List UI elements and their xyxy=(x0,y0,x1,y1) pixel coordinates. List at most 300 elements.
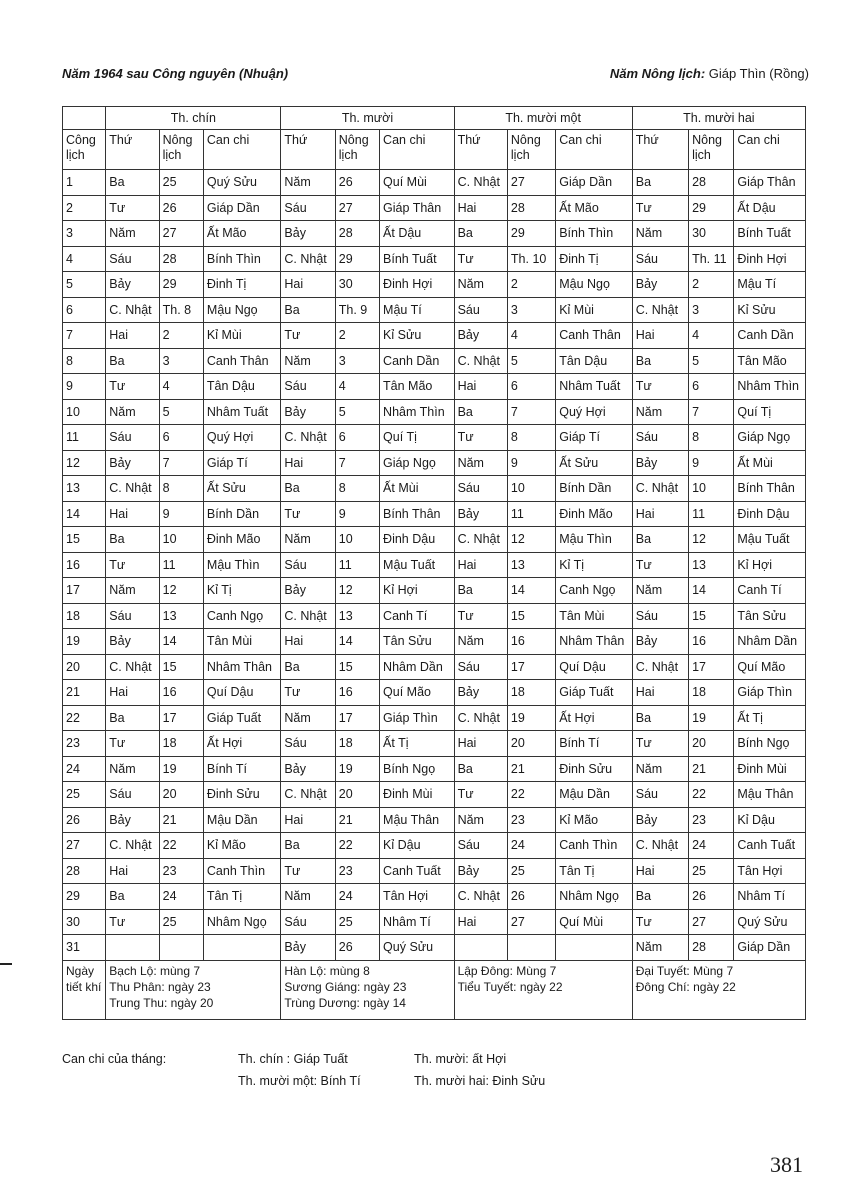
weekday-cell: Ba xyxy=(106,348,159,374)
can-chi-cell: Đinh Tị xyxy=(556,246,633,272)
lunar-day-cell: 28 xyxy=(689,935,734,961)
solar-term: Tiểu Tuyết: ngày 22 xyxy=(457,979,563,994)
gregorian-day-cell: 6 xyxy=(63,297,106,323)
month-header-row xyxy=(63,107,806,130)
weekday-cell: Ba xyxy=(454,221,507,247)
gregorian-day-cell: 13 xyxy=(63,476,106,502)
can-chi-cell: Mậu Tuất xyxy=(734,527,806,553)
can-chi-cell: Đinh Dậu xyxy=(380,527,455,553)
weekday-cell: C. Nhật xyxy=(281,782,335,808)
weekday-cell: Năm xyxy=(106,578,159,604)
can-chi-cell: Đinh Mùi xyxy=(380,782,455,808)
lunar-day-cell: 27 xyxy=(507,909,555,935)
can-chi-cell: Bính Ngọ xyxy=(734,731,806,757)
lunar-day-cell: 17 xyxy=(689,654,734,680)
weekday-cell: Ba xyxy=(454,756,507,782)
lunar-day-cell: 8 xyxy=(335,476,379,502)
lunar-day-cell xyxy=(159,935,203,961)
weekday-cell xyxy=(454,935,507,961)
lunar-day-cell: 23 xyxy=(335,858,379,884)
calendar-row xyxy=(63,272,806,298)
can-chi-cell: Tân Sửu xyxy=(734,603,806,629)
can-chi-cell: Kỉ Dậu xyxy=(734,807,806,833)
weekday-cell: C. Nhật xyxy=(106,476,159,502)
lunar-day-cell: 27 xyxy=(689,909,734,935)
cong-lich-header: Công lịch xyxy=(63,130,106,170)
can-chi-cell: Kỉ Tị xyxy=(556,552,633,578)
weekday-cell: Hai xyxy=(454,552,507,578)
weekday-cell: Năm xyxy=(106,221,159,247)
can-chi-cell: Kỉ Hợi xyxy=(380,578,455,604)
lunar-day-cell: 25 xyxy=(335,909,379,935)
can-chi-cell: Quý Sửu xyxy=(734,909,806,935)
can-chi-cell: Mậu Ngọ xyxy=(203,297,281,323)
can-chi-cell: Tân Mùi xyxy=(556,603,633,629)
lunar-day-cell: 19 xyxy=(689,705,734,731)
lunar-day-cell: 27 xyxy=(159,221,203,247)
lunar-day-cell: 10 xyxy=(507,476,555,502)
gregorian-day-cell: 14 xyxy=(63,501,106,527)
can-chi-cell: Quí Mão xyxy=(734,654,806,680)
gregorian-year-heading: Năm 1964 sau Công nguyên (Nhuận) xyxy=(62,66,289,81)
can-chi-cell: Ất Mão xyxy=(203,221,281,247)
lunar-day-cell: 11 xyxy=(689,501,734,527)
gregorian-day-cell: 23 xyxy=(63,731,106,757)
can-chi-cell: Nhâm Tuất xyxy=(556,374,633,400)
can-chi-cell: Quí Dậu xyxy=(203,680,281,706)
lunar-day-cell: 24 xyxy=(159,884,203,910)
calendar-row xyxy=(63,833,806,859)
can-chi-cell: Tân Tị xyxy=(556,858,633,884)
lunar-day-cell: 12 xyxy=(507,527,555,553)
lunar-day-cell: 25 xyxy=(159,170,203,196)
can-chi-cell: Ất Mùi xyxy=(380,476,455,502)
lunar-day-cell: 16 xyxy=(689,629,734,655)
calendar-row xyxy=(63,399,806,425)
lunar-day-cell: 15 xyxy=(335,654,379,680)
weekday-cell: Tư xyxy=(632,909,688,935)
can-chi-cell: Canh Tí xyxy=(380,603,455,629)
weekday-cell: C. Nhật xyxy=(454,884,507,910)
lunar-day-cell: 20 xyxy=(335,782,379,808)
gregorian-day-cell: 25 xyxy=(63,782,106,808)
lunar-day-cell: 16 xyxy=(159,680,203,706)
calendar-row xyxy=(63,425,806,451)
can-chi-cell: Tân Mão xyxy=(734,348,806,374)
lunar-day-cell: 19 xyxy=(159,756,203,782)
lunar-day-cell: 21 xyxy=(689,756,734,782)
lunar-day-cell: 21 xyxy=(335,807,379,833)
lunar-day-cell: 19 xyxy=(335,756,379,782)
lunar-day-cell: 9 xyxy=(507,450,555,476)
calendar-row xyxy=(63,884,806,910)
weekday-cell: Ba xyxy=(281,297,335,323)
calendar-row xyxy=(63,476,806,502)
calendar-row xyxy=(63,527,806,553)
weekday-cell: Năm xyxy=(632,578,688,604)
lunar-year-label: Năm Nông lịch: xyxy=(609,66,706,81)
month-can-chi-item: Th. mười hai: Đinh Sửu xyxy=(414,1074,546,1088)
can-chi-cell: Kỉ Mão xyxy=(203,833,281,859)
weekday-cell: Năm xyxy=(281,348,335,374)
can-chi-cell: Mậu Thân xyxy=(380,807,455,833)
lunar-day-cell: 18 xyxy=(335,731,379,757)
weekday-cell: Tư xyxy=(454,425,507,451)
solar-term: Đông Chí: ngày 22 xyxy=(635,979,736,994)
weekday-cell: C. Nhật xyxy=(106,297,159,323)
calendar-row xyxy=(63,578,806,604)
calendar-row xyxy=(63,935,806,961)
lunar-day-cell: 17 xyxy=(507,654,555,680)
can-chi-cell: Bính Thân xyxy=(734,476,806,502)
weekday-cell: Tư xyxy=(106,195,159,221)
weekday-cell: Hai xyxy=(106,323,159,349)
weekday-cell: Hai xyxy=(281,629,335,655)
lunar-day-cell: 23 xyxy=(159,858,203,884)
calendar-row xyxy=(63,246,806,272)
calendar-row xyxy=(63,654,806,680)
weekday-cell: C. Nhật xyxy=(281,603,335,629)
lunar-day-cell: 13 xyxy=(335,603,379,629)
weekday-cell: Năm xyxy=(106,756,159,782)
can-chi-cell: Bính Thân xyxy=(380,501,455,527)
can-chi-cell: Nhâm Dần xyxy=(734,629,806,655)
lunar-day-cell: 26 xyxy=(507,884,555,910)
lunar-day-cell: 4 xyxy=(159,374,203,400)
can-chi-cell: Kỉ Hợi xyxy=(734,552,806,578)
lunar-day-cell: 5 xyxy=(335,399,379,425)
can-chi-cell: Quí Tị xyxy=(734,399,806,425)
weekday-cell: Bảy xyxy=(632,807,688,833)
weekday-cell: Hai xyxy=(281,450,335,476)
can-chi-cell: Mậu Thìn xyxy=(556,527,633,553)
weekday-cell: Sáu xyxy=(106,782,159,808)
can-chi-cell: Đinh Hợi xyxy=(380,272,455,298)
weekday-cell: Hai xyxy=(106,501,159,527)
can-chi-cell: Canh Dần xyxy=(380,348,455,374)
weekday-cell: Ba xyxy=(281,476,335,502)
can-chi-cell: Mậu Tuất xyxy=(380,552,455,578)
can-chi-cell: Tân Mão xyxy=(380,374,455,400)
can-chi-cell: Ất Tị xyxy=(380,731,455,757)
gregorian-day-cell: 17 xyxy=(63,578,106,604)
can-chi-cell: Tân Tị xyxy=(203,884,281,910)
solar-terms-month-10 xyxy=(281,960,454,1019)
lunar-day-header: Nông lịch xyxy=(159,130,203,170)
weekday-cell: Năm xyxy=(454,450,507,476)
lunar-day-cell: 30 xyxy=(335,272,379,298)
weekday-cell: Ba xyxy=(281,654,335,680)
lunar-day-cell: 23 xyxy=(689,807,734,833)
can-chi-cell: Nhâm Ngọ xyxy=(556,884,633,910)
lunar-day-cell: 3 xyxy=(507,297,555,323)
lunar-day-cell: 3 xyxy=(159,348,203,374)
lunar-day-cell: 8 xyxy=(507,425,555,451)
weekday-cell: Năm xyxy=(106,399,159,425)
gregorian-day-cell: 2 xyxy=(63,195,106,221)
weekday-cell: Ba xyxy=(106,527,159,553)
can-chi-cell: Giáp Thân xyxy=(734,170,806,196)
weekday-cell: Ba xyxy=(632,527,688,553)
lunar-day-cell: 17 xyxy=(159,705,203,731)
can-chi-cell: Canh Ngọ xyxy=(556,578,633,604)
lunar-day-cell: 27 xyxy=(507,170,555,196)
calendar-row xyxy=(63,603,806,629)
can-chi-cell: Bính Ngọ xyxy=(380,756,455,782)
can-chi-cell: Giáp Dần xyxy=(556,170,633,196)
can-chi-cell: Đinh Sửu xyxy=(556,756,633,782)
weekday-cell: C. Nhật xyxy=(106,654,159,680)
calendar-row xyxy=(63,323,806,349)
lunar-day-cell: 9 xyxy=(689,450,734,476)
lunar-day-cell: 13 xyxy=(159,603,203,629)
calendar-row xyxy=(63,782,806,808)
can-chi-cell: Canh Tí xyxy=(734,578,806,604)
lunar-day-cell: 7 xyxy=(159,450,203,476)
lunar-day-cell: 17 xyxy=(335,705,379,731)
weekday-cell: Tư xyxy=(632,552,688,578)
lunar-day-cell: 11 xyxy=(335,552,379,578)
calendar-row xyxy=(63,756,806,782)
weekday-cell: Sáu xyxy=(454,297,507,323)
calendar-table xyxy=(62,106,806,1020)
lunar-day-header: Nông lịch xyxy=(507,130,555,170)
can-chi-cell: Ất Sửu xyxy=(556,450,633,476)
lunar-day-cell: Th. 9 xyxy=(335,297,379,323)
can-chi-cell: Quí Tị xyxy=(380,425,455,451)
calendar-row xyxy=(63,680,806,706)
lunar-day-cell: 9 xyxy=(335,501,379,527)
lunar-day-cell: 28 xyxy=(507,195,555,221)
weekday-cell: Ba xyxy=(106,705,159,731)
gregorian-day-cell: 26 xyxy=(63,807,106,833)
weekday-cell: Sáu xyxy=(281,731,335,757)
page-number: 381 xyxy=(770,1152,803,1177)
can-chi-cell: Mậu Dần xyxy=(203,807,281,833)
can-chi-cell: Bính Thìn xyxy=(203,246,281,272)
weekday-cell: Năm xyxy=(281,170,335,196)
gregorian-day-cell: 4 xyxy=(63,246,106,272)
gregorian-day-cell: 19 xyxy=(63,629,106,655)
lunar-day-cell: 29 xyxy=(689,195,734,221)
can-chi-cell: Ất Dậu xyxy=(734,195,806,221)
weekday-cell: Ba xyxy=(106,170,159,196)
can-chi-cell: Quý Hợi xyxy=(203,425,281,451)
lunar-day-cell: 21 xyxy=(507,756,555,782)
can-chi-header: Can chi xyxy=(556,130,633,170)
weekday-cell: C. Nhật xyxy=(632,833,688,859)
gregorian-day-cell: 12 xyxy=(63,450,106,476)
lunar-day-cell: 29 xyxy=(335,246,379,272)
can-chi-cell: Ất Mão xyxy=(556,195,633,221)
lunar-day-cell: 5 xyxy=(689,348,734,374)
can-chi-cell: Đinh Mão xyxy=(556,501,633,527)
lunar-day-cell: 24 xyxy=(689,833,734,859)
weekday-cell: Hai xyxy=(281,272,335,298)
can-chi-cell: Canh Tuất xyxy=(380,858,455,884)
weekday-cell: Hai xyxy=(454,195,507,221)
weekday-cell: Tư xyxy=(632,731,688,757)
can-chi-cell: Giáp Thìn xyxy=(734,680,806,706)
solar-terms-month-9 xyxy=(106,960,281,1019)
lunar-year-heading xyxy=(610,66,809,81)
lunar-day-cell: 14 xyxy=(335,629,379,655)
lunar-day-cell: 26 xyxy=(689,884,734,910)
lunar-day-cell: 24 xyxy=(335,884,379,910)
weekday-cell: Tư xyxy=(106,374,159,400)
can-chi-cell: Nhâm Dần xyxy=(380,654,455,680)
lunar-day-cell: 22 xyxy=(689,782,734,808)
calendar-row xyxy=(63,450,806,476)
lunar-day-cell: 10 xyxy=(159,527,203,553)
calendar-body xyxy=(63,170,806,961)
column-header-row xyxy=(63,130,806,170)
can-chi-cell: Bính Tí xyxy=(556,731,633,757)
lunar-day-cell: 26 xyxy=(335,935,379,961)
lunar-day-cell: 22 xyxy=(159,833,203,859)
solar-term: Trung Thu: ngày 20 xyxy=(109,995,214,1010)
can-chi-cell: Tân Dậu xyxy=(203,374,281,400)
gregorian-day-cell: 22 xyxy=(63,705,106,731)
can-chi-header: Can chi xyxy=(734,130,806,170)
can-chi-cell: Bính Tuất xyxy=(734,221,806,247)
can-chi-cell: Giáp Tuất xyxy=(203,705,281,731)
weekday-cell: Năm xyxy=(632,756,688,782)
gregorian-day-cell: 16 xyxy=(63,552,106,578)
weekday-cell: Bảy xyxy=(632,629,688,655)
lunar-day-cell: 2 xyxy=(335,323,379,349)
can-chi-cell: Quý Sửu xyxy=(203,170,281,196)
can-chi-cell: Ất Tị xyxy=(734,705,806,731)
lunar-day-cell: 28 xyxy=(159,246,203,272)
lunar-day-cell: 11 xyxy=(507,501,555,527)
weekday-cell: Năm xyxy=(632,221,688,247)
weekday-cell: C. Nhật xyxy=(454,170,507,196)
lunar-day-cell: 6 xyxy=(689,374,734,400)
lunar-day-cell: 2 xyxy=(507,272,555,298)
can-chi-cell: Mậu Ngọ xyxy=(556,272,633,298)
weekday-cell: Tư xyxy=(106,731,159,757)
weekday-cell: Hai xyxy=(454,731,507,757)
lunar-day-cell: 7 xyxy=(689,399,734,425)
can-chi-cell: Bính Dần xyxy=(556,476,633,502)
solar-term: Trùng Dương: ngày 14 xyxy=(284,995,406,1010)
gregorian-day-cell: 21 xyxy=(63,680,106,706)
lunar-day-cell: 22 xyxy=(507,782,555,808)
weekday-cell: C. Nhật xyxy=(106,833,159,859)
calendar-row xyxy=(63,858,806,884)
weekday-cell: Sáu xyxy=(106,425,159,451)
weekday-cell: Bảy xyxy=(281,756,335,782)
weekday-cell: Tư xyxy=(281,858,335,884)
month-can-chi-item: Th. mười một: Bính Tí xyxy=(238,1074,361,1088)
lunar-day-cell: 3 xyxy=(689,297,734,323)
calendar-row xyxy=(63,731,806,757)
can-chi-cell: Đinh Sửu xyxy=(203,782,281,808)
weekday-header: Thứ xyxy=(454,130,507,170)
lunar-day-cell: 25 xyxy=(159,909,203,935)
lunar-day-cell: 14 xyxy=(689,578,734,604)
weekday-cell: Tư xyxy=(454,246,507,272)
weekday-cell: Hai xyxy=(106,680,159,706)
weekday-cell: Sáu xyxy=(632,425,688,451)
can-chi-cell: Giáp Tí xyxy=(203,450,281,476)
can-chi-cell: Đinh Dậu xyxy=(734,501,806,527)
calendar-row xyxy=(63,374,806,400)
can-chi-cell: Đinh Mão xyxy=(203,527,281,553)
weekday-cell: Ba xyxy=(632,170,688,196)
lunar-day-cell: 21 xyxy=(159,807,203,833)
weekday-cell: Bảy xyxy=(632,272,688,298)
weekday-cell: Bảy xyxy=(281,935,335,961)
weekday-cell: Sáu xyxy=(632,782,688,808)
month-can-chi-item: Th. chín : Giáp Tuất xyxy=(238,1052,348,1066)
weekday-cell: Hai xyxy=(106,858,159,884)
lunar-day-cell: 4 xyxy=(335,374,379,400)
weekday-cell: Bảy xyxy=(106,272,159,298)
can-chi-cell: Canh Thìn xyxy=(556,833,633,859)
weekday-cell: Sáu xyxy=(454,476,507,502)
can-chi-cell: Canh Thân xyxy=(556,323,633,349)
weekday-cell: Hai xyxy=(632,501,688,527)
weekday-cell: Hai xyxy=(632,680,688,706)
lunar-day-cell: 29 xyxy=(159,272,203,298)
calendar-row xyxy=(63,501,806,527)
weekday-header: Thứ xyxy=(632,130,688,170)
lunar-day-cell: 14 xyxy=(159,629,203,655)
calendar-row xyxy=(63,195,806,221)
gregorian-day-cell: 3 xyxy=(63,221,106,247)
weekday-cell: C. Nhật xyxy=(632,297,688,323)
weekday-cell: Ba xyxy=(106,884,159,910)
can-chi-cell xyxy=(203,935,281,961)
can-chi-cell: Mậu Tí xyxy=(734,272,806,298)
lunar-day-cell: 14 xyxy=(507,578,555,604)
month-header: Th. mười xyxy=(281,107,454,130)
lunar-day-cell: 10 xyxy=(335,527,379,553)
lunar-day-cell: 11 xyxy=(159,552,203,578)
weekday-cell: C. Nhật xyxy=(454,705,507,731)
weekday-cell: Bảy xyxy=(281,399,335,425)
lunar-year-value: Giáp Thìn (Rồng) xyxy=(708,66,809,81)
weekday-cell: Sáu xyxy=(106,603,159,629)
can-chi-cell: Kỉ Sửu xyxy=(380,323,455,349)
can-chi-cell: Bính Tí xyxy=(203,756,281,782)
lunar-day-cell: 8 xyxy=(159,476,203,502)
weekday-cell: Năm xyxy=(281,705,335,731)
weekday-cell: Bảy xyxy=(454,323,507,349)
lunar-day-cell: 20 xyxy=(507,731,555,757)
can-chi-cell: Giáp Thìn xyxy=(380,705,455,731)
lunar-day-cell: Th. 10 xyxy=(507,246,555,272)
month-can-chi-item: Th. mười: ất Hợi xyxy=(414,1052,507,1066)
can-chi-cell: Kỉ Mão xyxy=(556,807,633,833)
gregorian-day-cell: 29 xyxy=(63,884,106,910)
can-chi-cell: Tân Hợi xyxy=(380,884,455,910)
lunar-day-header: Nông lịch xyxy=(689,130,734,170)
gregorian-day-cell: 30 xyxy=(63,909,106,935)
month-header: Th. mười hai xyxy=(632,107,805,130)
calendar-row xyxy=(63,807,806,833)
weekday-cell: Ba xyxy=(632,884,688,910)
can-chi-cell: Kỉ Sửu xyxy=(734,297,806,323)
can-chi-cell: Quí Mùi xyxy=(380,170,455,196)
lunar-day-cell: 15 xyxy=(507,603,555,629)
lunar-day-cell: 25 xyxy=(507,858,555,884)
weekday-cell: Tư xyxy=(281,680,335,706)
weekday-cell: Năm xyxy=(454,629,507,655)
lunar-day-cell: 2 xyxy=(159,323,203,349)
